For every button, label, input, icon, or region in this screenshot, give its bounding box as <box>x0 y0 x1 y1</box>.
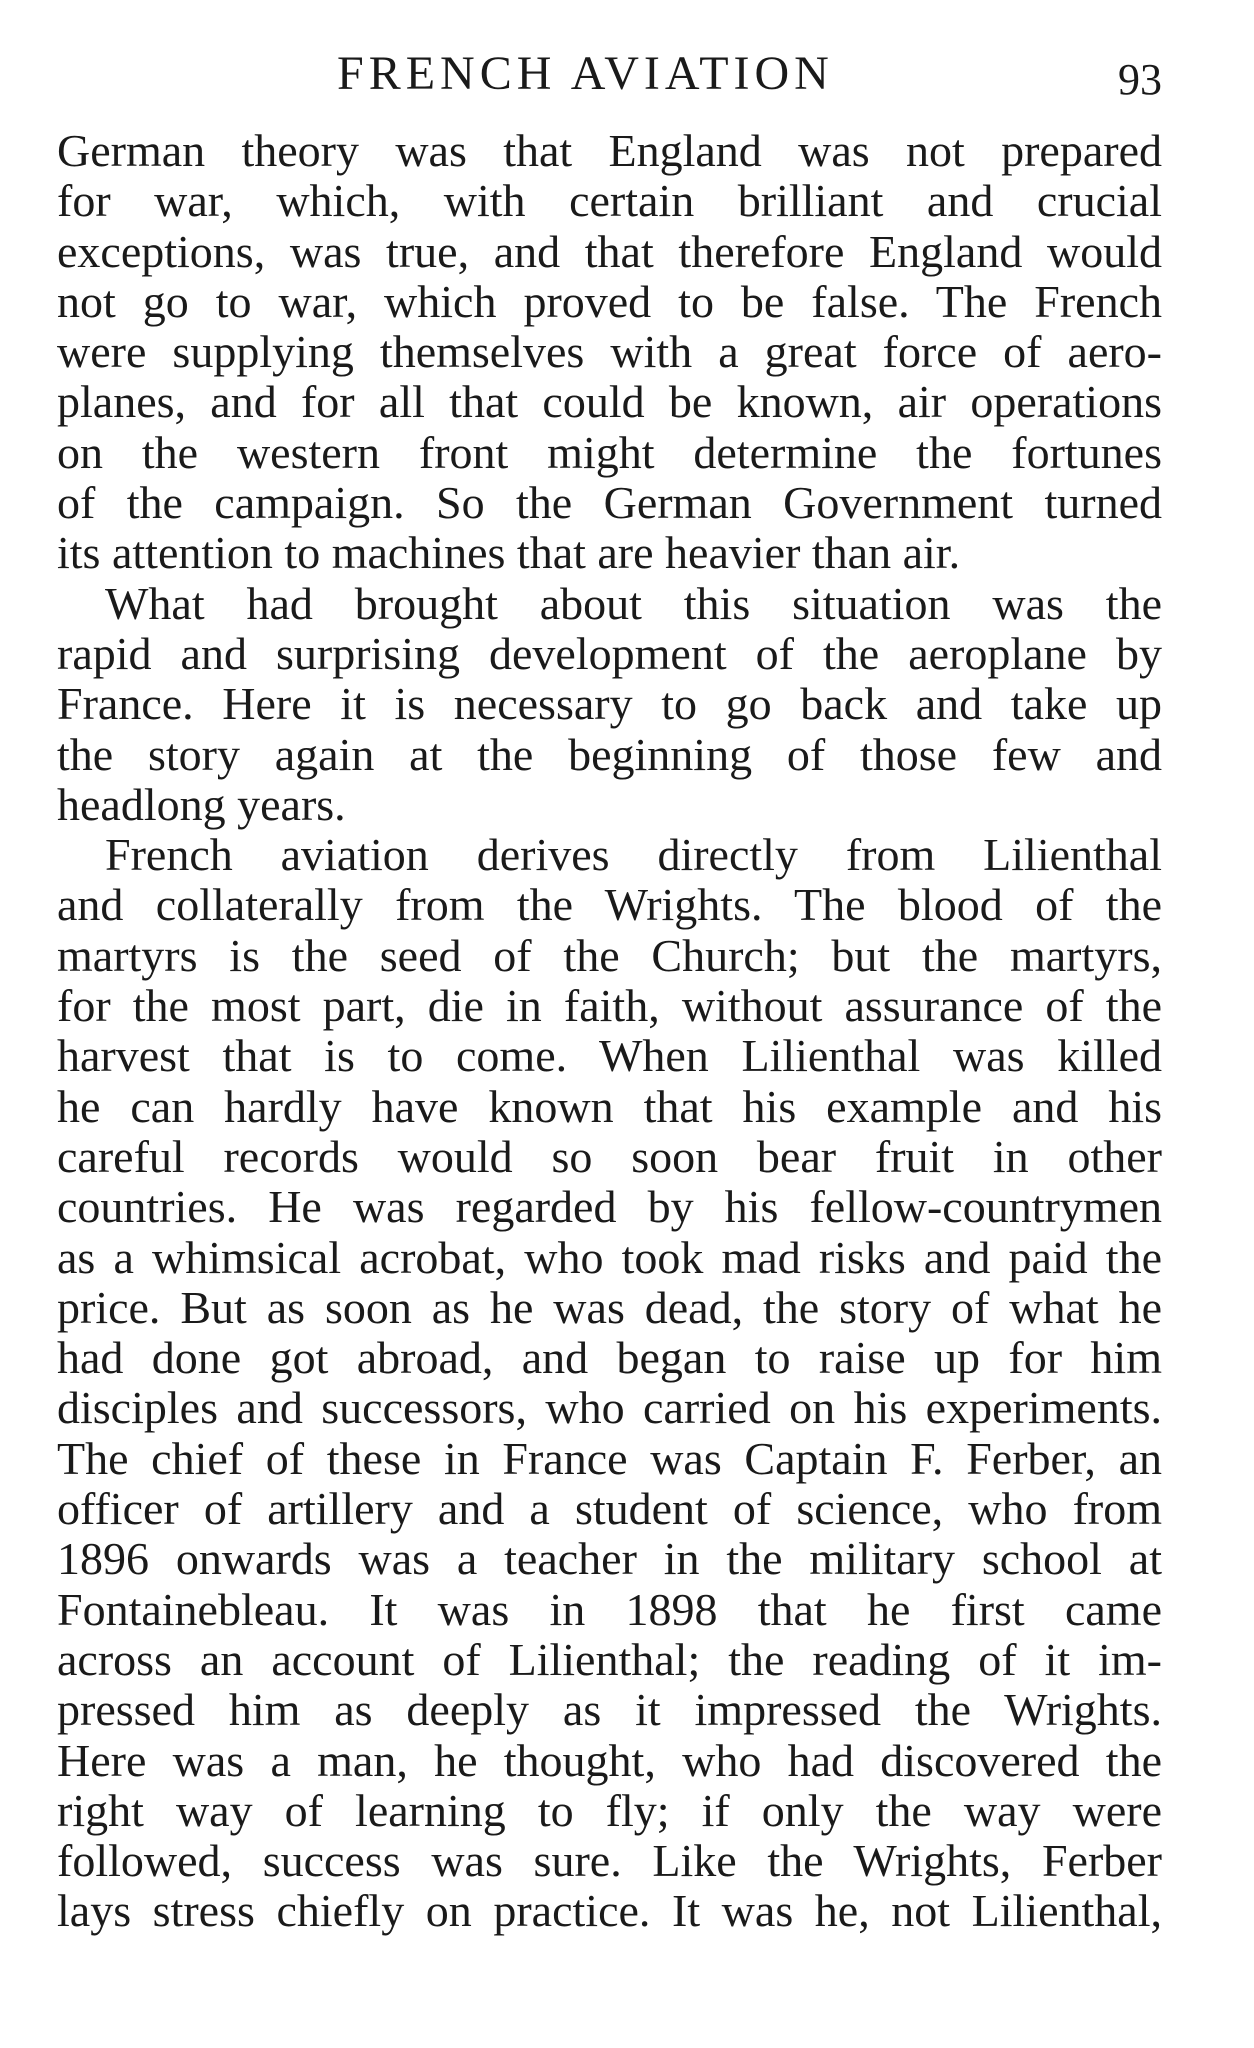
text-line: were supplying themselves with a great force of aero- <box>57 326 1162 378</box>
text-line: harvest that is to come. When Lilienthal was killed <box>57 1030 1162 1082</box>
text-line: pressed him as deeply as it impressed the Wrights. <box>57 1684 1162 1736</box>
text-line: What had brought about this situation was the <box>105 577 1162 629</box>
text-line: headlong years. <box>57 778 346 830</box>
body-text <box>57 126 1162 1937</box>
text-line: followed, success was sure. Like the Wrights, Ferber <box>57 1835 1162 1887</box>
text-line: careful records would so soon bear fruit in other <box>57 1130 1162 1182</box>
running-head <box>57 44 1162 104</box>
text-line: for war, which, with certain brilliant and crucial <box>57 175 1162 227</box>
text-line: 1896 onwards was a teacher in the military school at <box>57 1533 1162 1585</box>
text-line: planes, and for all that could be known, air operations <box>57 376 1162 428</box>
text-line: price. But as soon as he was dead, the story of what he <box>57 1281 1162 1333</box>
text-line: Here was a man, he thought, who had discovered the <box>57 1734 1162 1786</box>
text-line: of the campaign. So the German Government turned <box>57 477 1162 529</box>
text-line: across an account of Lilienthal; the reading of it im- <box>57 1633 1162 1685</box>
text-line: officer of artillery and a student of science, who from <box>57 1483 1162 1535</box>
text-line: exceptions, was true, and that therefore England would <box>57 225 1162 277</box>
text-line: martyrs is the seed of the Church; but the martyrs, <box>57 929 1162 981</box>
text-line: as a whimsical acrobat, who took mad risks and paid the <box>57 1231 1162 1283</box>
page-number: 93 <box>1118 55 1162 104</box>
text-line: The chief of these in France was Captain F. Ferber, an <box>57 1432 1162 1484</box>
text-line: French aviation derives directly from Lilienthal <box>105 829 1162 881</box>
text-line: he can hardly have known that his example and his <box>57 1080 1162 1132</box>
text-line: for the most part, die in faith, without assurance of the <box>57 980 1162 1032</box>
running-title: FRENCH AVIATION <box>337 47 834 100</box>
text-line: rapid and surprising development of the aeroplane by <box>57 627 1162 679</box>
text-line: France. Here it is necessary to go back and take up <box>57 678 1162 730</box>
text-line: German theory was that England was not prepared <box>57 125 1162 176</box>
text-line: lays stress chiefly on practice. It was he, not Lilienthal, <box>57 1885 1162 1937</box>
text-line: the story again at the beginning of those few and <box>57 728 1162 780</box>
text-line: Fontainebleau. It was in 1898 that he first came <box>57 1583 1162 1635</box>
text-line: disciples and successors, who carried on his experiments. <box>57 1382 1162 1434</box>
text-line: not go to war, which proved to be false. The French <box>57 275 1162 327</box>
text-line: its attention to machines that are heavier than air. <box>57 527 961 579</box>
text-line: countries. He was regarded by his fellow-countrymen <box>57 1181 1162 1233</box>
text-line: on the western front might determine the fortunes <box>57 426 1162 478</box>
text-line: and collaterally from the Wrights. The blood of the <box>57 879 1162 931</box>
text-line: right way of learning to fly; if only the way were <box>57 1784 1162 1836</box>
text-line: had done got abroad, and began to raise up for him <box>57 1332 1162 1384</box>
